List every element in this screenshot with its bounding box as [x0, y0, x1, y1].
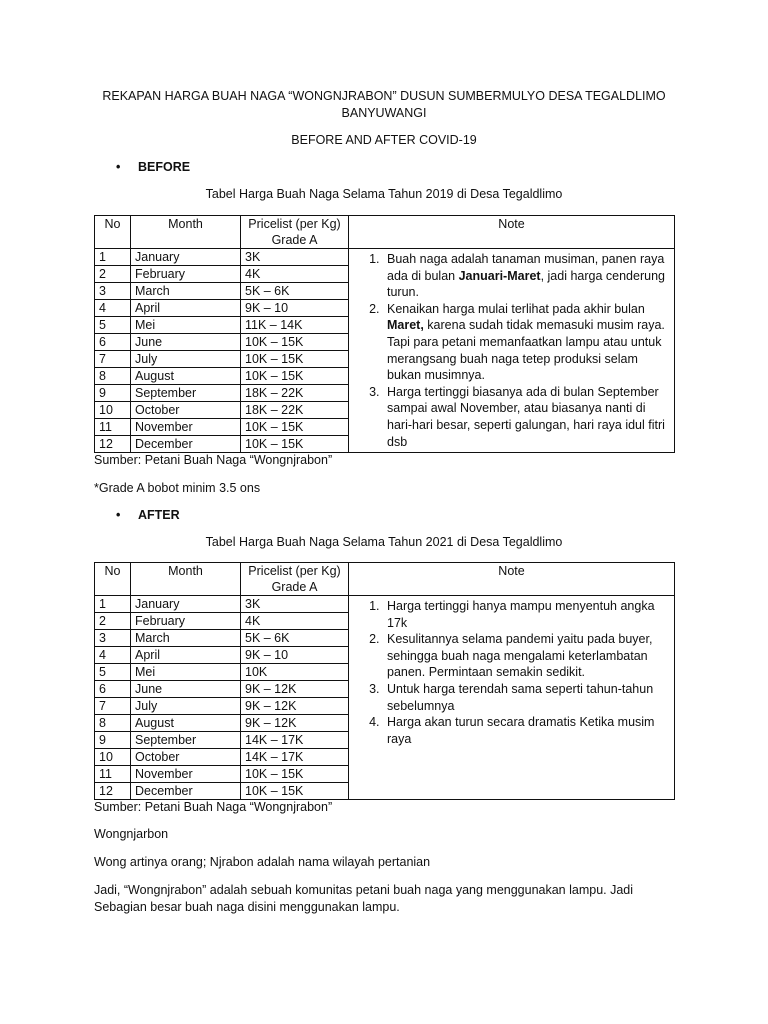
cell-no: 8	[95, 715, 131, 732]
cell-month: September	[131, 385, 241, 402]
cell-price: 5K – 6K	[241, 630, 349, 647]
cell-no: 5	[95, 664, 131, 681]
cell-price: 9K – 12K	[241, 698, 349, 715]
cell-no: 9	[95, 732, 131, 749]
cell-month: April	[131, 647, 241, 664]
cell-month: April	[131, 300, 241, 317]
notes-cell	[349, 249, 675, 453]
cell-price: 3K	[241, 596, 349, 613]
cell-month: July	[131, 351, 241, 368]
cell-no: 10	[95, 402, 131, 419]
cell-price: 18K – 22K	[241, 402, 349, 419]
cell-price: 10K – 15K	[241, 419, 349, 436]
header-note: Note	[349, 216, 675, 249]
cell-price: 10K – 15K	[241, 351, 349, 368]
cell-month: Mei	[131, 664, 241, 681]
table-header-row	[95, 563, 675, 596]
cell-month: January	[131, 249, 241, 266]
cell-price: 18K – 22K	[241, 385, 349, 402]
document-title	[94, 88, 674, 122]
cell-month: August	[131, 368, 241, 385]
header-price: Pricelist (per Kg) Grade A	[241, 563, 349, 596]
cell-no: 7	[95, 351, 131, 368]
cell-price: 4K	[241, 266, 349, 283]
cell-month: November	[131, 766, 241, 783]
header-no: No	[95, 216, 131, 249]
cell-month: January	[131, 596, 241, 613]
footer-meaning: Wong artinya orang; Njrabon adalah nama wilayah pertanian	[94, 855, 431, 869]
cell-no: 3	[95, 283, 131, 300]
cell-month: June	[131, 681, 241, 698]
cell-price: 10K	[241, 664, 349, 681]
note-item: 1. Buah naga adalah tanaman musiman, panen raya ada di bulan Januari-Maret, jadi harga cenderung turun.	[383, 251, 668, 301]
note-item: 4. Harga akan turun secara dramatis Ketika musim raya	[383, 714, 668, 747]
cell-price: 9K – 10	[241, 300, 349, 317]
cell-no: 8	[95, 368, 131, 385]
grade-note: *Grade A bobot minim 3.5 ons	[94, 481, 261, 495]
cell-month: February	[131, 613, 241, 630]
cell-no: 1	[95, 596, 131, 613]
before-price-table	[94, 215, 675, 453]
cell-month: July	[131, 698, 241, 715]
cell-price: 9K – 12K	[241, 715, 349, 732]
cell-price: 3K	[241, 249, 349, 266]
header-month: Month	[131, 216, 241, 249]
cell-price: 14K – 17K	[241, 749, 349, 766]
after-label: AFTER	[138, 508, 180, 522]
cell-no: 3	[95, 630, 131, 647]
header-month: Month	[131, 563, 241, 596]
title-line-1: REKAPAN HARGA BUAH NAGA “WONGNJRABON” DUSUN SUMBERMULYO DESA TEGALDLIMO	[102, 89, 666, 103]
after-table-body	[95, 596, 675, 800]
cell-no: 10	[95, 749, 131, 766]
header-note: Note	[349, 563, 675, 596]
cell-no: 2	[95, 613, 131, 630]
header-no: No	[95, 563, 131, 596]
before-source: Sumber: Petani Buah Naga “Wongnjrabon”	[94, 453, 333, 467]
cell-month: June	[131, 334, 241, 351]
cell-no: 4	[95, 300, 131, 317]
cell-price: 14K – 17K	[241, 732, 349, 749]
notes-cell	[349, 596, 675, 800]
cell-no: 11	[95, 419, 131, 436]
cell-month: February	[131, 266, 241, 283]
cell-no: 6	[95, 681, 131, 698]
cell-month: March	[131, 283, 241, 300]
title-line-2: BANYUWANGI	[341, 106, 427, 120]
cell-price: 5K – 6K	[241, 283, 349, 300]
footer-term: Wongnjarbon	[94, 827, 169, 841]
cell-price: 9K – 10	[241, 647, 349, 664]
bullet-dot-icon: •	[116, 508, 121, 522]
cell-price: 4K	[241, 613, 349, 630]
note-item: 3. Harga tertinggi biasanya ada di bulan September sampai awal November, atau biasanya nanti di hari-hari besar, seperti galungan, hari raya idul fitri dsb	[383, 384, 668, 450]
cell-price: 10K – 15K	[241, 783, 349, 800]
note-item: 2. Kenaikan harga mulai terlihat pada akhir bulan Maret, karena sudah tidak memasuki musim raya. Tapi para petani memanfaatkan lampu atau untuk merangsang buah naga tetep produksi selam bukan musimnya.	[383, 301, 668, 384]
cell-price: 10K – 15K	[241, 368, 349, 385]
cell-month: September	[131, 732, 241, 749]
cell-month: August	[131, 715, 241, 732]
cell-no: 12	[95, 783, 131, 800]
cell-month: November	[131, 419, 241, 436]
document-subtitle: BEFORE AND AFTER COVID-19	[291, 133, 477, 147]
cell-no: 1	[95, 249, 131, 266]
cell-price: 9K – 12K	[241, 681, 349, 698]
cell-no: 2	[95, 266, 131, 283]
cell-no: 7	[95, 698, 131, 715]
before-label: BEFORE	[138, 160, 191, 174]
after-price-table	[94, 562, 675, 800]
table-row	[95, 596, 675, 613]
after-source: Sumber: Petani Buah Naga “Wongnjrabon”	[94, 800, 333, 814]
before-bullet	[116, 160, 190, 174]
before-table-body	[95, 249, 675, 453]
cell-month: December	[131, 436, 241, 453]
cell-no: 5	[95, 317, 131, 334]
bullet-dot-icon: •	[116, 160, 121, 174]
cell-no: 11	[95, 766, 131, 783]
cell-month: October	[131, 402, 241, 419]
table-row	[95, 249, 675, 266]
note-item: 1. Harga tertinggi hanya mampu menyentuh angka 17k	[383, 598, 668, 631]
cell-month: October	[131, 749, 241, 766]
after-table-caption: Tabel Harga Buah Naga Selama Tahun 2021 di Desa Tegaldlimo	[205, 535, 563, 549]
cell-month: December	[131, 783, 241, 800]
header-price: Pricelist (per Kg) Grade A	[241, 216, 349, 249]
before-notes-list	[357, 251, 668, 450]
after-notes-list	[357, 598, 668, 747]
cell-month: March	[131, 630, 241, 647]
cell-month: Mei	[131, 317, 241, 334]
note-item: 2. Kesulitannya selama pandemi yaitu pada buyer, sehingga buah naga mengalami keterlambatan panen. Permintaan semakin sedikit.	[383, 631, 668, 681]
footer-conclusion: Jadi, “Wongnjrabon” adalah sebuah komunitas petani buah naga yang menggunakan lampu. Jadi Sebagian besar buah naga disini menggunakan lampu.	[94, 883, 634, 914]
note-item: 3. Untuk harga terendah sama seperti tahun-tahun sebelumnya	[383, 681, 668, 714]
cell-price: 10K – 15K	[241, 334, 349, 351]
cell-no: 6	[95, 334, 131, 351]
cell-price: 11K – 14K	[241, 317, 349, 334]
table-header-row	[95, 216, 675, 249]
before-table-caption: Tabel Harga Buah Naga Selama Tahun 2019 di Desa Tegaldlimo	[205, 187, 563, 201]
cell-price: 10K – 15K	[241, 436, 349, 453]
cell-price: 10K – 15K	[241, 766, 349, 783]
cell-no: 9	[95, 385, 131, 402]
cell-no: 4	[95, 647, 131, 664]
cell-no: 12	[95, 436, 131, 453]
after-bullet	[116, 508, 180, 522]
